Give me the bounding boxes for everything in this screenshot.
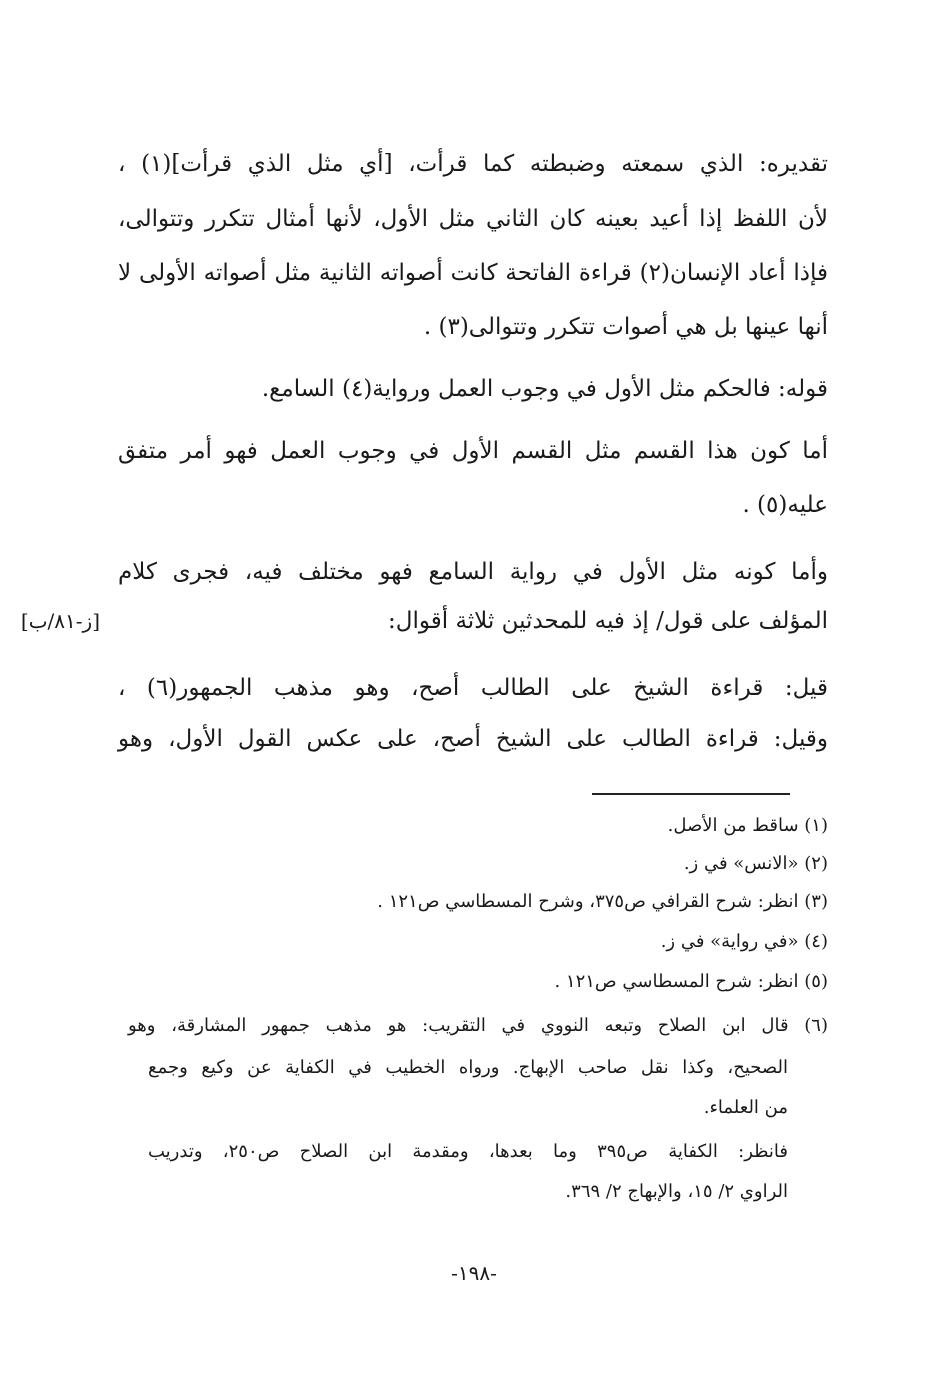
footnote: (٤) «في رواية» في ز. (660, 931, 828, 952)
body-line: قيل: قراءة الشيخ على الطالب أصح، وهو مذهب الجمهور(٦) ، (118, 675, 828, 701)
footnote: (١) ساقط من الأصل. (667, 815, 828, 836)
footnote: (٢) «الانس» في ز. (683, 853, 828, 874)
body-line: وأما كونه مثل الأول في رواية السامع فهو مختلف فيه، فجرى كلام (118, 559, 828, 585)
footnote-separator (592, 793, 790, 795)
body-line: أنها عينها بل هي أصوات تتكرر وتتوالى(٣) . (423, 314, 828, 340)
body-line: أما كون هذا القسم مثل القسم الأول في وجوب العمل فهو أمر متفق (118, 438, 828, 464)
body-line: قوله: فالحكم مثل الأول في وجوب العمل ورواية(٤) السامع. (261, 376, 828, 402)
footnote-continuation: الصحيح، وكذا نقل صاحب الإبهاج. ورواه الخطيب في الكفاية عن وكيع وجمع (148, 1057, 788, 1078)
body-line: تقديره: الذي سمعته وضبطته كما قرأت، [أي مثل الذي قرأت](١) ، (118, 151, 828, 177)
footnote-continuation: من العلماء. (703, 1097, 788, 1118)
footnote-continuation: فانظر: الكفاية ص٣٩٥ وما بعدها، ومقدمة ابن الصلاح ص٢٥٠، وتدريب (148, 1141, 789, 1162)
body-line: فإذا أعاد الإنسان(٢) قراءة الفاتحة كانت أصواته الثانية مثل أصواته الأولى لا (118, 260, 829, 286)
footnote: (٥) انظر: شرح المسطاسي ص١٢١ . (554, 971, 828, 992)
body-line: المؤلف على قول/ إذ فيه للمحدثين ثلاثة أقوال: (388, 608, 828, 634)
page-number: -١٩٨- (451, 1261, 497, 1285)
footnote: (٣) انظر: شرح القرافي ص٣٧٥، وشرح المسطاسي ص١٢١ . (377, 891, 828, 912)
body-line: عليه(٥) . (742, 492, 828, 518)
footnote-continuation: الراوي ٢/ ١٥، والإبهاج ٢/ ٣٦٩. (565, 1181, 788, 1202)
footnote: (٦) قال ابن الصلاح وتبعه النووي في التقريب: هو مذهب جمهور المشارقة، وهو (128, 1015, 828, 1036)
body-line: لأن اللفظ إذا أعيد بعينه كان الثاني مثل الأول، لأنها أمثال تتكرر وتتوالى، (118, 206, 828, 232)
margin-manuscript-reference: [ز-٨١/ب] (20, 609, 100, 633)
body-line: وقيل: قراءة الطالب على الشيخ أصح، على عكس القول الأول، وهو (118, 726, 828, 752)
